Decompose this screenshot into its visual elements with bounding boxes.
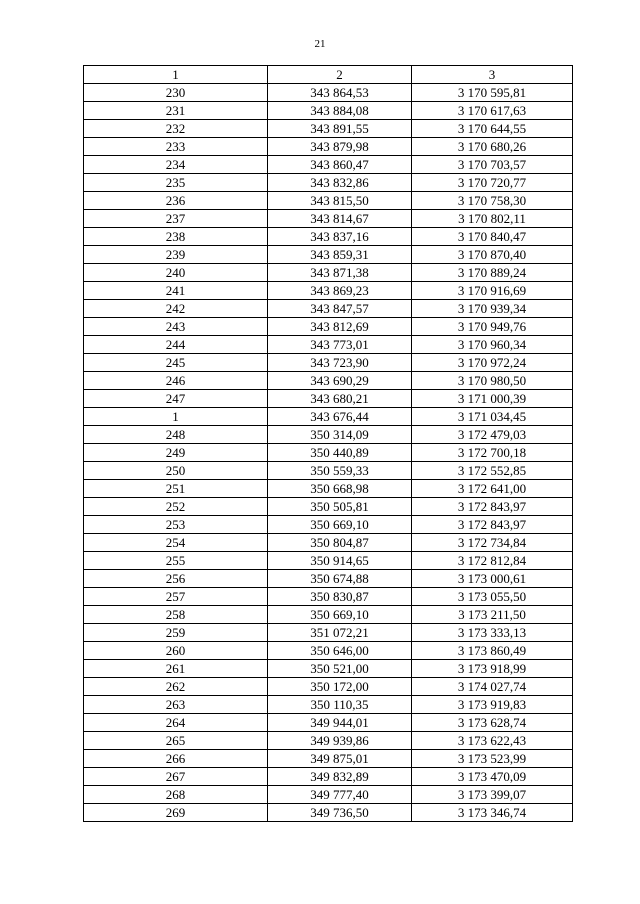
table-row [84, 174, 573, 192]
y-coordinate-cell: 3 171 034,45 [412, 408, 573, 426]
x-coordinate-cell: 343 812,69 [268, 318, 412, 336]
y-coordinate-cell: 3 170 703,57 [412, 156, 573, 174]
y-coordinate-cell: 3 172 700,18 [412, 444, 573, 462]
point-number-cell: 231 [84, 102, 268, 120]
table-row [84, 336, 573, 354]
table-row [84, 678, 573, 696]
x-coordinate-cell: 349 875,01 [268, 750, 412, 768]
point-number-cell: 259 [84, 624, 268, 642]
y-coordinate-cell: 3 173 523,99 [412, 750, 573, 768]
x-coordinate-cell: 350 505,81 [268, 498, 412, 516]
x-coordinate-cell: 350 646,00 [268, 642, 412, 660]
x-coordinate-cell: 343 864,53 [268, 84, 412, 102]
point-number-cell: 235 [84, 174, 268, 192]
y-coordinate-cell: 3 173 333,13 [412, 624, 573, 642]
point-number-cell: 264 [84, 714, 268, 732]
x-coordinate-cell: 343 860,47 [268, 156, 412, 174]
point-number-cell: 233 [84, 138, 268, 156]
x-coordinate-cell: 343 680,21 [268, 390, 412, 408]
point-number-cell: 254 [84, 534, 268, 552]
x-coordinate-cell: 350 804,87 [268, 534, 412, 552]
table-row [84, 318, 573, 336]
x-coordinate-cell: 343 832,86 [268, 174, 412, 192]
table-row [84, 732, 573, 750]
x-coordinate-cell: 343 814,67 [268, 210, 412, 228]
x-coordinate-cell: 343 884,08 [268, 102, 412, 120]
y-coordinate-cell: 3 173 211,50 [412, 606, 573, 624]
point-number-cell: 258 [84, 606, 268, 624]
x-coordinate-cell: 350 559,33 [268, 462, 412, 480]
point-number-cell: 246 [84, 372, 268, 390]
point-number-cell: 239 [84, 246, 268, 264]
y-coordinate-cell: 3 170 870,40 [412, 246, 573, 264]
y-coordinate-cell: 3 173 399,07 [412, 786, 573, 804]
x-coordinate-cell: 343 676,44 [268, 408, 412, 426]
table-row [84, 516, 573, 534]
point-number-cell: 265 [84, 732, 268, 750]
x-coordinate-cell: 343 847,57 [268, 300, 412, 318]
y-coordinate-cell: 3 172 734,84 [412, 534, 573, 552]
point-number-cell: 250 [84, 462, 268, 480]
table-row [84, 660, 573, 678]
point-number-cell: 251 [84, 480, 268, 498]
point-number-cell: 237 [84, 210, 268, 228]
table-row [84, 714, 573, 732]
point-number-cell: 266 [84, 750, 268, 768]
x-coordinate-cell: 350 669,10 [268, 606, 412, 624]
y-coordinate-cell: 3 174 027,74 [412, 678, 573, 696]
table-row [84, 246, 573, 264]
table-row [84, 120, 573, 138]
x-coordinate-cell: 349 944,01 [268, 714, 412, 732]
table-row [84, 192, 573, 210]
column-header-x: 2 [268, 66, 412, 84]
point-number-cell: 240 [84, 264, 268, 282]
y-coordinate-cell: 3 173 628,74 [412, 714, 573, 732]
x-coordinate-cell: 343 879,98 [268, 138, 412, 156]
y-coordinate-cell: 3 170 802,11 [412, 210, 573, 228]
y-coordinate-cell: 3 172 843,97 [412, 516, 573, 534]
x-coordinate-cell: 343 690,29 [268, 372, 412, 390]
point-number-cell: 230 [84, 84, 268, 102]
point-number-cell: 243 [84, 318, 268, 336]
x-coordinate-cell: 343 859,31 [268, 246, 412, 264]
x-coordinate-cell: 350 914,65 [268, 552, 412, 570]
table-row [84, 606, 573, 624]
y-coordinate-cell: 3 173 470,09 [412, 768, 573, 786]
point-number-cell: 261 [84, 660, 268, 678]
point-number-cell: 256 [84, 570, 268, 588]
y-coordinate-cell: 3 170 840,47 [412, 228, 573, 246]
x-coordinate-cell: 343 871,38 [268, 264, 412, 282]
point-number-cell: 236 [84, 192, 268, 210]
x-coordinate-cell: 350 440,89 [268, 444, 412, 462]
x-coordinate-cell: 350 314,09 [268, 426, 412, 444]
table-row [84, 138, 573, 156]
point-number-cell: 263 [84, 696, 268, 714]
point-number-cell: 260 [84, 642, 268, 660]
x-coordinate-cell: 350 669,10 [268, 516, 412, 534]
point-number-cell: 257 [84, 588, 268, 606]
y-coordinate-cell: 3 173 919,83 [412, 696, 573, 714]
point-number-cell: 247 [84, 390, 268, 408]
point-number-cell: 245 [84, 354, 268, 372]
column-header-point: 1 [84, 66, 268, 84]
table-row [84, 570, 573, 588]
table-body [84, 84, 573, 822]
table-row [84, 786, 573, 804]
table-header-row [84, 66, 573, 84]
point-number-cell: 234 [84, 156, 268, 174]
x-coordinate-cell: 343 723,90 [268, 354, 412, 372]
table-row [84, 804, 573, 822]
table-row [84, 588, 573, 606]
point-number-cell: 268 [84, 786, 268, 804]
table-row [84, 210, 573, 228]
table-row [84, 228, 573, 246]
point-number-cell: 248 [84, 426, 268, 444]
table-row [84, 534, 573, 552]
point-number-cell: 238 [84, 228, 268, 246]
table-row [84, 552, 573, 570]
table-row [84, 300, 573, 318]
table-row [84, 156, 573, 174]
point-number-cell: 255 [84, 552, 268, 570]
y-coordinate-cell: 3 170 680,26 [412, 138, 573, 156]
table-row [84, 426, 573, 444]
x-coordinate-cell: 343 773,01 [268, 336, 412, 354]
table-row [84, 408, 573, 426]
x-coordinate-cell: 343 837,16 [268, 228, 412, 246]
x-coordinate-cell: 343 869,23 [268, 282, 412, 300]
point-number-cell: 269 [84, 804, 268, 822]
y-coordinate-cell: 3 172 641,00 [412, 480, 573, 498]
x-coordinate-cell: 350 172,00 [268, 678, 412, 696]
table-row [84, 102, 573, 120]
y-coordinate-cell: 3 172 812,84 [412, 552, 573, 570]
table-row [84, 642, 573, 660]
x-coordinate-cell: 350 521,00 [268, 660, 412, 678]
point-number-cell: 244 [84, 336, 268, 354]
table-row [84, 480, 573, 498]
point-number-cell: 267 [84, 768, 268, 786]
table-row [84, 372, 573, 390]
point-number-cell: 249 [84, 444, 268, 462]
table-row [84, 84, 573, 102]
y-coordinate-cell: 3 170 720,77 [412, 174, 573, 192]
coordinates-table [83, 65, 573, 822]
y-coordinate-cell: 3 173 346,74 [412, 804, 573, 822]
y-coordinate-cell: 3 170 644,55 [412, 120, 573, 138]
y-coordinate-cell: 3 170 939,34 [412, 300, 573, 318]
x-coordinate-cell: 350 674,88 [268, 570, 412, 588]
y-coordinate-cell: 3 170 758,30 [412, 192, 573, 210]
x-coordinate-cell: 350 668,98 [268, 480, 412, 498]
x-coordinate-cell: 349 832,89 [268, 768, 412, 786]
x-coordinate-cell: 343 891,55 [268, 120, 412, 138]
table-row [84, 282, 573, 300]
y-coordinate-cell: 3 172 552,85 [412, 462, 573, 480]
table-row [84, 462, 573, 480]
table-row [84, 696, 573, 714]
x-coordinate-cell: 351 072,21 [268, 624, 412, 642]
point-number-cell: 262 [84, 678, 268, 696]
x-coordinate-cell: 349 736,50 [268, 804, 412, 822]
point-number-cell: 1 [84, 408, 268, 426]
y-coordinate-cell: 3 173 860,49 [412, 642, 573, 660]
y-coordinate-cell: 3 170 960,34 [412, 336, 573, 354]
x-coordinate-cell: 349 777,40 [268, 786, 412, 804]
y-coordinate-cell: 3 170 972,24 [412, 354, 573, 372]
y-coordinate-cell: 3 173 622,43 [412, 732, 573, 750]
table-row [84, 768, 573, 786]
x-coordinate-cell: 350 110,35 [268, 696, 412, 714]
table-row [84, 750, 573, 768]
table-row [84, 444, 573, 462]
point-number-cell: 242 [84, 300, 268, 318]
x-coordinate-cell: 350 830,87 [268, 588, 412, 606]
point-number-cell: 232 [84, 120, 268, 138]
point-number-cell: 253 [84, 516, 268, 534]
x-coordinate-cell: 343 815,50 [268, 192, 412, 210]
y-coordinate-cell: 3 170 916,69 [412, 282, 573, 300]
point-number-cell: 252 [84, 498, 268, 516]
table-row [84, 390, 573, 408]
table-row [84, 354, 573, 372]
table-row [84, 264, 573, 282]
y-coordinate-cell: 3 173 055,50 [412, 588, 573, 606]
x-coordinate-cell: 349 939,86 [268, 732, 412, 750]
y-coordinate-cell: 3 170 889,24 [412, 264, 573, 282]
y-coordinate-cell: 3 170 595,81 [412, 84, 573, 102]
y-coordinate-cell: 3 170 949,76 [412, 318, 573, 336]
page-number: 21 [314, 38, 326, 50]
y-coordinate-cell: 3 173 000,61 [412, 570, 573, 588]
y-coordinate-cell: 3 172 479,03 [412, 426, 573, 444]
y-coordinate-cell: 3 171 000,39 [412, 390, 573, 408]
y-coordinate-cell: 3 173 918,99 [412, 660, 573, 678]
y-coordinate-cell: 3 170 980,50 [412, 372, 573, 390]
y-coordinate-cell: 3 170 617,63 [412, 102, 573, 120]
table-row [84, 624, 573, 642]
column-header-y: 3 [412, 66, 573, 84]
point-number-cell: 241 [84, 282, 268, 300]
y-coordinate-cell: 3 172 843,97 [412, 498, 573, 516]
table-row [84, 498, 573, 516]
